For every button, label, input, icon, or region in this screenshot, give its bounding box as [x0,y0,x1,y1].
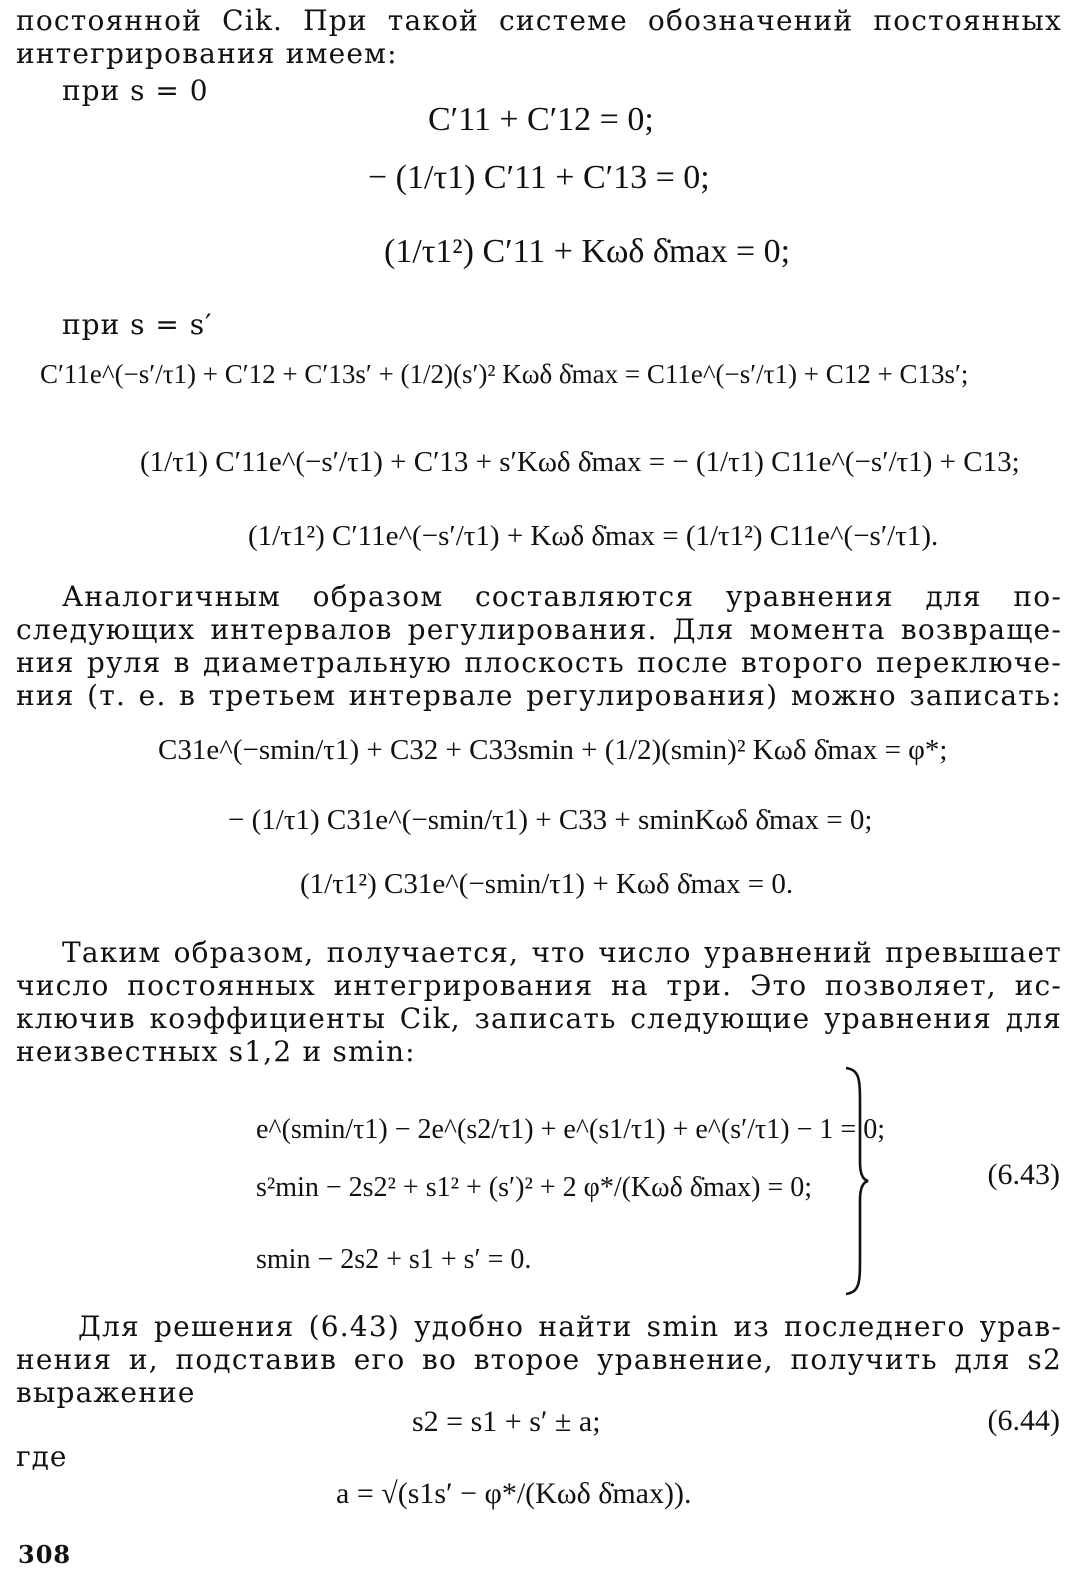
equation-8-text: − (1/τ1) C31e^(−smin/τ1) + C33 + sminKωδ δ̇max = 0; [228,804,873,836]
equation-3-text: (1/τ1²) C′11 + Kωδ δ̇max = 0; [384,233,791,270]
text-line: число постоянных интегрирования на три. Это позволяет, ис- [16,969,1062,1002]
equation-14-text: a = √(s1s′ − φ*/(Kωδ δ̇max)). [336,1477,692,1510]
text-line: ключив коэффициенты Cik, записать следующие уравнения для [16,1002,1062,1035]
text-line: неизвестных s1,2 и smin: [16,1035,416,1068]
equation-6-text: (1/τ1²) C′11e^(−s′/τ1) + Kωδ δ̇max = (1/τ1²) C11e^(−s′/τ1). [248,520,939,552]
equation-12 [256,1240,531,1280]
equation-12-text: smin − 2s2 + s1 + s′ = 0. [256,1244,532,1275]
equation-7-text: C31e^(−smin/τ1) + C32 + C33smin + (1/2)(smin)² Kωδ δ̇max = φ*; [158,734,948,766]
equation-5-text: (1/τ1) C′11e^(−s′/τ1) + C′13 + s′Kωδ δ̇max = − (1/τ1) C11e^(−s′/τ1) + C13; [140,446,1020,478]
equation-1 [428,100,654,140]
text-line: интегрирования имеем: [16,37,398,70]
equation-9 [300,864,793,904]
text-line: ния руля в диаметральную плоскость после второго переключе- [16,646,1062,679]
paragraph-analogous [16,580,1062,712]
equation-11 [256,1168,812,1208]
text-line: постоянной Cik. При такой системе обозначений постоянных [16,4,1062,37]
label-when-s-zero: при s = 0 [62,74,209,107]
text-line: Аналогичным образом составляются уравнения для по- [62,580,1062,613]
equation-number-6-44: (6.44) [987,1404,1060,1437]
label-where: где [16,1440,68,1473]
right-brace [840,1066,870,1296]
equation-14 [336,1474,691,1514]
equation-8 [228,800,872,840]
equation-number-6-43: (6.43) [987,1158,1060,1191]
equation-7 [158,730,947,770]
equation-10-text: e^(smin/τ1) − 2e^(s2/τ1) + e^(s1/τ1) + e^(s′/τ1) − 1 = 0; [256,1114,885,1145]
equation-1-text: C′11 + C′12 = 0; [428,101,654,138]
equation-2-text: − (1/τ1) C′11 + C′13 = 0; [368,159,710,196]
page-number: 308 [18,1540,72,1569]
equation-2 [368,158,710,198]
equation-4-text: C′11e^(−s′/τ1) + C′12 + C′13s′ + (1/2)(s′)² Kωδ δ̇max = C11e^(−s′/τ1) + C12 + C13s′; [40,359,969,389]
equation-11-text: s²min − 2s2² + s1² + (s′)² + 2 φ*/(Kωδ δ̇max) = 0; [256,1172,813,1203]
label-when-s-prime: при s = s′ [62,308,213,341]
text-line: ния (т. е. в третьем интервале регулирования) можно записать: [16,679,1062,712]
text-line: Для решения (6.43) удобно найти smin из последнего урав- [78,1310,1062,1343]
paragraph-thus [16,936,1062,1068]
text-line: Таким образом, получается, что число уравнений превышает [62,936,1062,969]
text-line: нения и, подставив его во второе уравнение, получить для s2 [16,1343,1062,1376]
equation-4 [40,354,968,394]
text-line: следующих интервалов регулирования. Для момента возвраще- [16,613,1062,646]
equation-3 [384,232,790,272]
equation-5 [140,442,1020,482]
equation-13-text: s2 = s1 + s′ ± a; [412,1405,601,1438]
text-line: выражение [16,1376,196,1409]
equation-13 [412,1402,601,1442]
equation-10 [256,1110,885,1150]
equation-9-text: (1/τ1²) C31e^(−smin/τ1) + Kωδ δ̇max = 0. [300,868,794,900]
paragraph-solution [16,1310,1062,1409]
paragraph-intro [16,4,1062,70]
equation-6 [248,516,938,556]
